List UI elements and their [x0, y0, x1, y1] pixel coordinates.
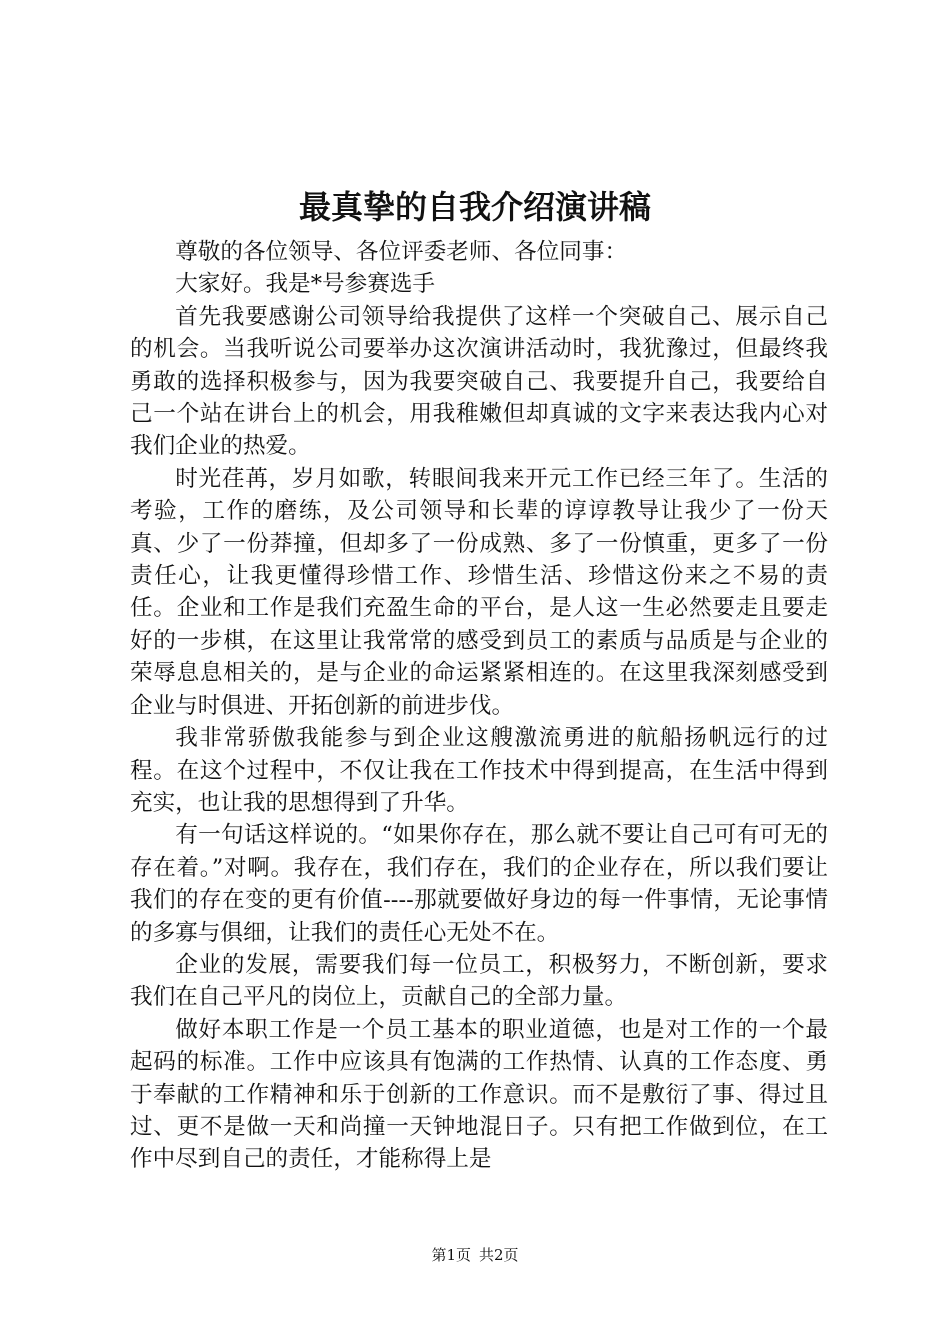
paragraph-salutation: 尊敬的各位领导、各位评委老师、各位同事：	[175, 239, 628, 265]
paragraph-saying: 有一句话这样说的。“如果你存在，那么就不要让自己可有可无的存在着。”对啊。我存在，我们存在，我们的企业存在，所以我们要让我们的存在变的更有价值----那就要做好身边的每一件事情，无论事情的多寡与俱细，让我们的责任心无处不在。	[130, 822, 828, 946]
paragraph-time: 时光荏苒，岁月如歌，转眼间我来开元工作已经三年了。生活的考验，工作的磨练，及公司领导和长辈的谆谆教导让我少了一份天真、少了一份莽撞，但却多了一份成熟、多了一份慎重，更多了一份责任心，让我更懂得珍惜工作、珍惜生活、珍惜这份来之不易的责任。企业和工作是我们充盈生命的平台，是人这一生必然要走且要走好的一步棋，在这里让我常常的感受到员工的素质与品质是与企业的荣辱息息相关的，是与企业的命运紧紧相连的。在这里我深刻感受到企业与时俱进、开拓创新的前进步伐。	[130, 465, 828, 719]
document-body	[130, 236, 828, 1186]
page-footer	[0, 1244, 950, 1266]
paragraph-thanks: 首先我要感谢公司领导给我提供了这样一个突破自己、展示自己的机会。当我听说公司要举办这次演讲活动时，我犹豫过，但最终我勇敢的选择积极参与，因为我要突破自己、我要提升自己，我要给自己一个站在讲台上的机会，用我稚嫩但却真诚的文字来表达我内心对我们企业的热爱。	[130, 303, 828, 460]
paragraph-duty: 做好本职工作是一个员工基本的职业道德，也是对工作的一个最起码的标准。工作中应该具有饱满的工作热情、认真的工作态度、勇于奉献的工作精神和乐于创新的工作意识。而不是敷衍了事、得过且过、更不是做一天和尚撞一天钟地混日子。只有把工作做到位，在工作中尽到自己的责任，才能称得上是	[130, 1016, 828, 1173]
paragraph-pride: 我非常骄傲我能参与到企业这艘激流勇进的航船扬帆远行的过程。在这个过程中，不仅让我在工作技术中得到提高，在生活中得到充实，也让我的思想得到了升华。	[130, 725, 828, 816]
page-number: 第1页	[431, 1246, 471, 1264]
page-total: 共2页	[479, 1246, 519, 1264]
document-title: 最真挚的自我介绍演讲稿	[298, 188, 651, 226]
paragraph-development: 企业的发展，需要我们每一位员工，积极努力，不断创新，要求我们在自己平凡的岗位上，贡献自己的全部力量。	[130, 951, 828, 1011]
paragraph-greeting: 大家好。我是*号参赛选手	[175, 271, 436, 298]
